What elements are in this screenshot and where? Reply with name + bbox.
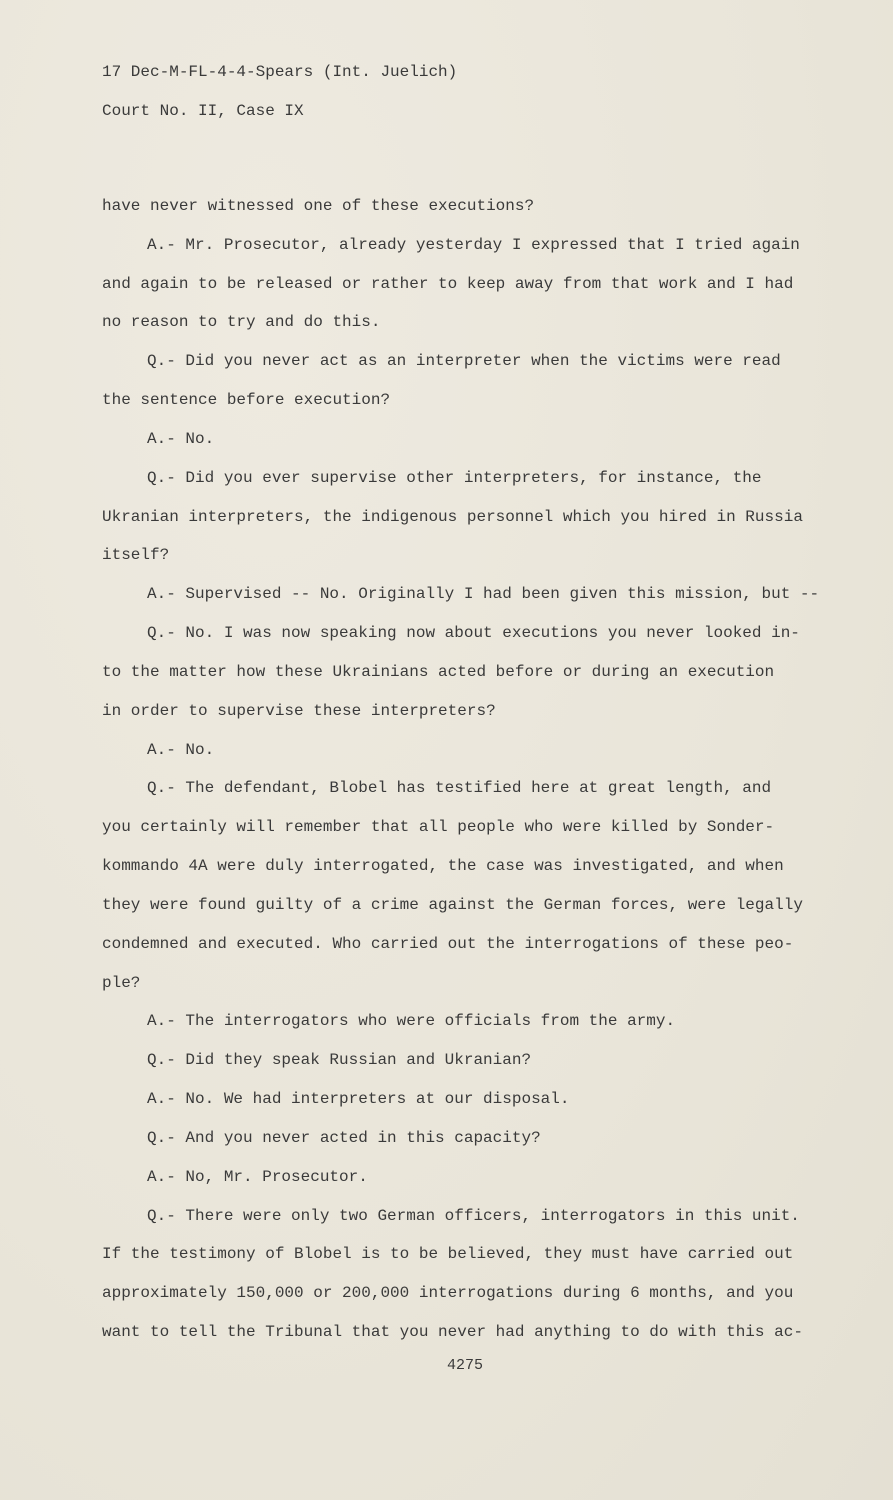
transcript-line: Q.- Did you never act as an interpreter when the victims were read: [147, 352, 781, 371]
transcript-line: you certainly will remember that all people who were killed by Sonder-: [102, 818, 775, 837]
transcript-line: they were found guilty of a crime against the German forces, were legally: [102, 895, 803, 914]
transcript-line: no reason to try and do this.: [102, 313, 381, 332]
transcript-line: Q.- There were only two German officers, interrogators in this unit.: [147, 1206, 800, 1225]
transcript-line: approximately 150,000 or 200,000 interrogations during 6 months, and you: [102, 1284, 794, 1303]
transcript-line: the sentence before execution?: [102, 391, 391, 410]
transcript-line: A.- No.: [147, 740, 215, 759]
transcript-line: ple?: [102, 973, 141, 992]
transcript-line: A.- No, Mr. Prosecutor.: [147, 1167, 368, 1186]
transcript-line: want to tell the Tribunal that you never had anything to do with this ac-: [102, 1323, 803, 1342]
transcript-line: and again to be released or rather to keep away from that work and I had: [102, 274, 794, 293]
transcript-line: Q.- Did you ever supervise other interpreters, for instance, the: [147, 468, 762, 487]
transcript-line: Q.- Did they speak Russian and Ukranian?: [147, 1051, 532, 1070]
transcript-line: kommando 4A were duly interrogated, the case was investigated, and when: [102, 857, 784, 876]
transcript-line: A.- No.: [147, 429, 215, 448]
transcript-line: condemned and executed. Who carried out the interrogations of these peo-: [102, 934, 794, 953]
transcript-line: Q.- The defendant, Blobel has testified here at great length, and: [147, 779, 772, 798]
transcript-line: A.- The interrogators who were officials from the army.: [147, 1012, 676, 1031]
document-reference: 17 Dec-M-FL-4-4-Spears (Int. Juelich): [102, 63, 458, 81]
transcript-line: itself?: [102, 546, 170, 565]
court-case-label: Court No. II, Case IX: [102, 102, 304, 120]
page-number: 4275: [447, 1357, 484, 1374]
transcript-line: to the matter how these Ukrainians acted before or during an execution: [102, 662, 775, 681]
transcript-line: Q.- And you never acted in this capacity?: [147, 1128, 541, 1147]
transcript-line: If the testimony of Blobel is to be believed, they must have carried out: [102, 1245, 794, 1264]
transcript-line: A.- No. We had interpreters at our disposal.: [147, 1090, 570, 1109]
transcript-line: Ukranian interpreters, the indigenous personnel which you hired in Russia: [102, 507, 803, 526]
transcript-line: A.- Supervised -- No. Originally I had been given this mission, but --: [147, 585, 820, 604]
transcript-line: Q.- No. I was now speaking now about executions you never looked in-: [147, 624, 800, 643]
transcript-line: A.- Mr. Prosecutor, already yesterday I expressed that I tried again: [147, 235, 800, 254]
transcript-line: in order to supervise these interpreters?: [102, 701, 496, 720]
transcript-line: have never witnessed one of these executions?: [102, 197, 535, 215]
transcript-body: [102, 187, 819, 1352]
